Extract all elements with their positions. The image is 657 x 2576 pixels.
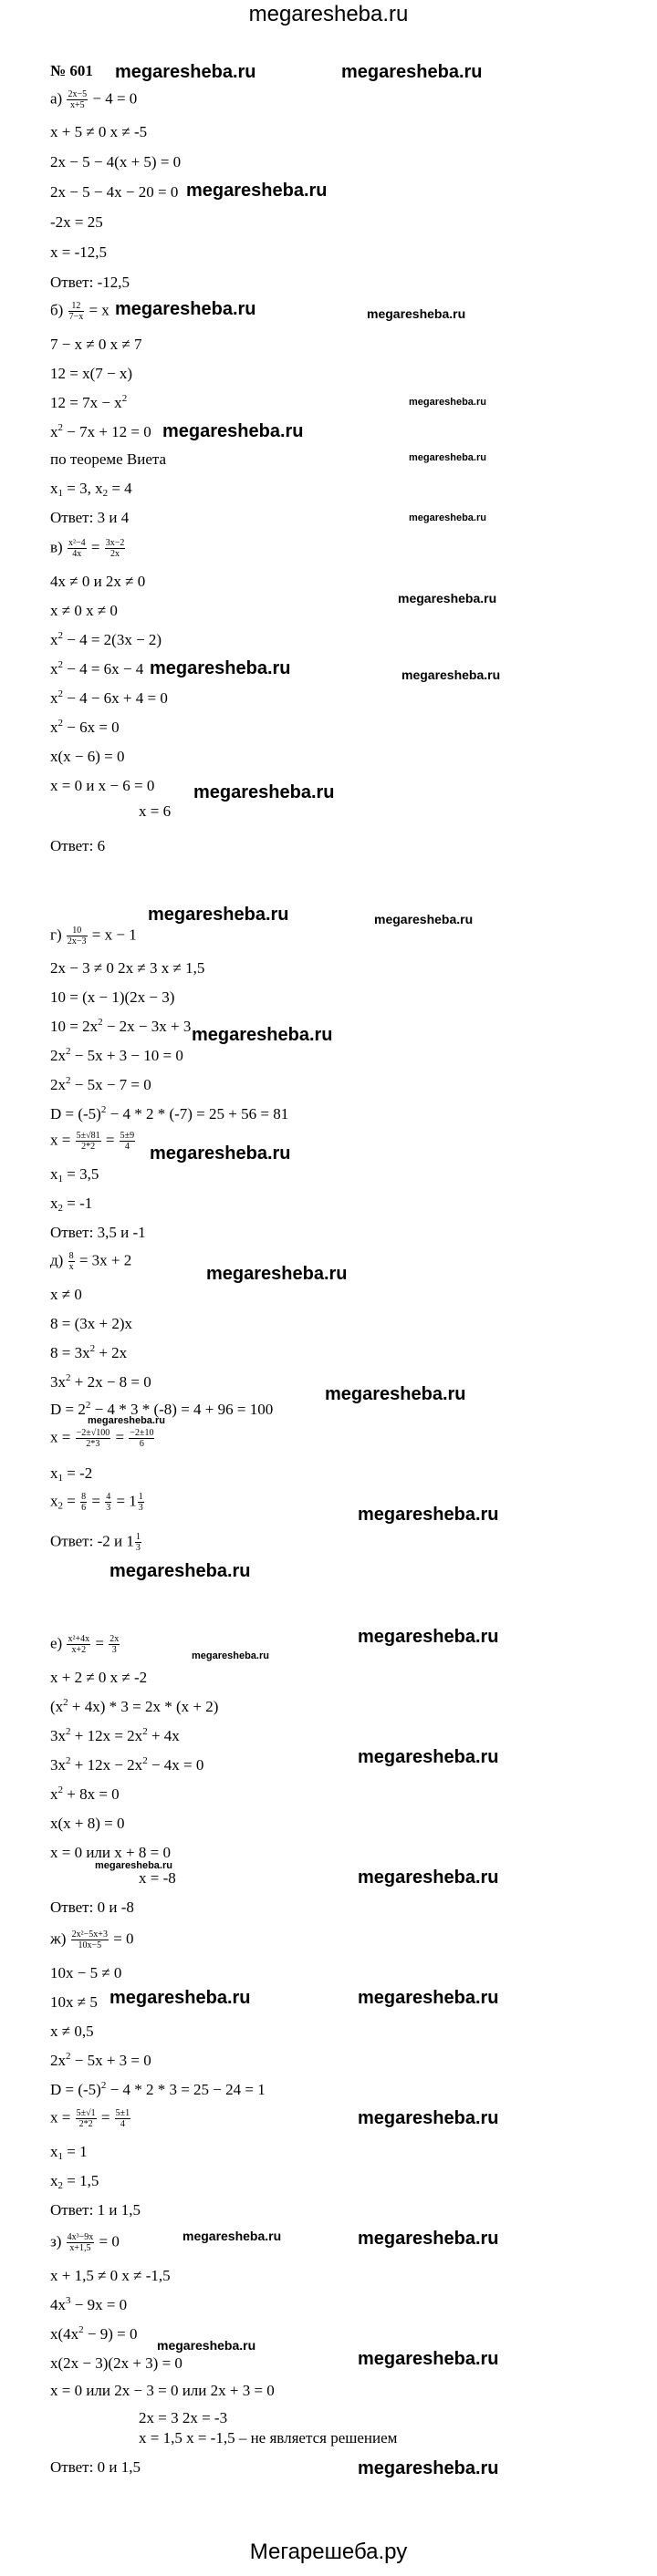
watermark: megaresheba.ru <box>398 591 497 605</box>
part-a-line: -2x = 25 <box>50 213 103 231</box>
part-zh-line: $D = (-5)^2 - 4 * 2 * 3 = 25 - 24 = 1$ <box>50 2080 266 2098</box>
part-z-line: $4x^3 - 9x = 0$ <box>50 2295 128 2313</box>
part-v-line: x ≠ 0 x ≠ 0 <box>50 602 118 619</box>
watermark: megaresheba.ru <box>206 1264 348 1284</box>
watermark: megaresheba.ru <box>358 2349 499 2369</box>
watermark: megaresheba.ru <box>409 452 486 463</box>
watermark: megaresheba.ru <box>182 2229 282 2243</box>
fraction: $\frac{5\pm 9}{4}$ <box>120 1131 135 1152</box>
part-z-line: 2x = 3 2x = -3 <box>139 2409 228 2426</box>
part-b-answer: Ответ: 3 и 4 <box>50 509 130 526</box>
part-z-line: x = 0 или 2x − 3 = 0 или 2x + 3 = 0 <box>50 2382 275 2399</box>
part-v-line: x = 0 и x − 6 = 0 <box>50 777 155 794</box>
part-v-line: $x^2 - 6x = 0$ <box>50 718 120 736</box>
part-z-line: x(2x − 3)(2x + 3) = 0 <box>50 2354 182 2372</box>
part-v-answer: Ответ: 6 <box>50 837 106 854</box>
part-a-line: 2x − 5 − 4(x + 5) = 0 <box>50 153 182 171</box>
fraction: $\frac{4}{3}$ <box>106 1492 111 1513</box>
watermark: megaresheba.ru <box>358 2458 499 2478</box>
part-d-answer: Ответ: -2 и 1 $\frac{1}{3}$ <box>50 1532 141 1553</box>
part-e-line: x(x + 8) = 0 <box>50 1815 125 1832</box>
fraction: $\frac{8}{6}$ <box>81 1492 87 1513</box>
watermark: megaresheba.ru <box>186 181 328 201</box>
watermark: megaresheba.ru <box>402 667 501 682</box>
fraction: $\frac{5\pm√81}{2*2}$ <box>76 1131 100 1152</box>
watermark: megaresheba.ru <box>110 1988 251 2008</box>
part-d-line: $8 = 3x^2 + 2x$ <box>50 1343 128 1361</box>
part-b-line: $12 = 7x - x^2$ <box>50 393 128 411</box>
part-d-line: $3x^2 + 2x - 8 = 0$ <box>50 1372 151 1391</box>
part-d-line: $D = 2^2 - 4 * 3 * (-8) = 4 + 96 = 100$ <box>50 1400 274 1418</box>
fraction: $\frac{\text{x²+4x}}{x+2}$ <box>68 1634 90 1655</box>
part-e-line: $3x^2 + 12x = 2x^2 + 4x$ <box>50 1726 180 1744</box>
fraction: $\frac{10}{2x-3}$ <box>67 926 87 947</box>
watermark: megaresheba.ru <box>358 1867 499 1888</box>
watermark: megaresheba.ru <box>115 299 256 319</box>
fraction: $\frac{1}{3}$ <box>138 1492 143 1513</box>
watermark: megaresheba.ru <box>150 1143 291 1164</box>
watermark: megaresheba.ru <box>358 1627 499 1647</box>
part-e-line: $3x^2 + 12x - 2x^2 - 4x = 0$ <box>50 1755 204 1774</box>
watermark: megaresheba.ru <box>409 397 486 408</box>
watermark: megaresheba.ru <box>358 1747 499 1767</box>
part-a-equation: а) $\frac{2x-5}{x+5}$ − 4 = 0 <box>50 89 138 110</box>
part-d-line: $x_2$ = $\frac{8}{6}$ = $\frac{4}{3}$ = 1 $\frac{1}{3}$ <box>50 1492 143 1513</box>
part-g-line: $D = (-5)^2 - 4 * 2 * (-7) = 25 + 56 = 81$ <box>50 1104 289 1122</box>
part-b-line: 12 = x(7 − x) <box>50 365 132 382</box>
part-zh-line: $2x^2 - 5x + 3 = 0$ <box>50 2051 151 2069</box>
part-v-line: x = 6 <box>139 802 172 820</box>
part-d-line: x ≠ 0 <box>50 1286 82 1303</box>
fraction: $\frac{\text{x²−4}}{4x}$ <box>68 538 86 559</box>
fraction: $\frac{8}{x}$ <box>68 1251 74 1272</box>
part-g-answer: Ответ: 3,5 и -1 <box>50 1224 146 1241</box>
part-b-equation: б) $\frac{12}{7-x}$ = x <box>50 301 110 322</box>
part-z-line: x = 1,5 x = -1,5 – не является решением <box>139 2429 398 2447</box>
part-zh-equation: ж) $\frac{\text{2x²−5x+3}}{10x-5}$ = 0 <box>50 1929 134 1950</box>
watermark: megaresheba.ru <box>95 1860 172 1871</box>
watermark: megaresheba.ru <box>115 62 256 82</box>
part-e-equation: е) $\frac{\text{x²+4x}}{x+2}$ = $\frac{2x}{3}$ <box>50 1634 120 1655</box>
part-e-line: x = -8 <box>139 1869 176 1887</box>
fraction: $\frac{2x-5}{x+5}$ <box>68 89 88 110</box>
part-a-answer: Ответ: -12,5 <box>50 274 130 291</box>
watermark: megaresheba.ru <box>148 905 289 925</box>
fraction: $\frac{3x-2}{2x}$ <box>105 538 125 559</box>
part-g-line: 2x − 3 ≠ 0 2x ≠ 3 x ≠ 1,5 <box>50 959 205 977</box>
part-d-line: $x_1 = -2$ <box>50 1464 93 1484</box>
watermark: megaresheba.ru <box>409 512 486 523</box>
part-b-line: $x_1 = 3$, $x_2 = 4$ <box>50 480 132 499</box>
watermark: megaresheba.ru <box>325 1384 466 1404</box>
part-zh-answer: Ответ: 1 и 1,5 <box>50 2201 141 2219</box>
part-g-line: 10 = (x − 1)(2x − 3) <box>50 988 175 1006</box>
part-d-equation: д) $\frac{8}{x}$ = 3x + 2 <box>50 1251 132 1272</box>
fraction: $\frac{-2\pm√100}{2*3}$ <box>76 1428 110 1449</box>
part-g-equation: г) $\frac{10}{2x-3}$ = x − 1 <box>50 926 137 947</box>
part-b-line: 7 − x ≠ 0 x ≠ 7 <box>50 336 142 353</box>
watermark: megaresheba.ru <box>367 306 466 321</box>
watermark: megaresheba.ru <box>374 912 474 926</box>
part-b-line: $x^2 - 7x + 12 = 0$ <box>50 422 151 440</box>
part-g-line: x = $\frac{5\pm√81}{2*2}$ = $\frac{5\pm 9}{4}$ <box>50 1131 135 1152</box>
part-zh-line: x = $\frac{5\pm√1}{2*2}$ = $\frac{5\pm 1}{4}$ <box>50 2108 130 2129</box>
watermark: megaresheba.ru <box>88 1415 165 1426</box>
part-zh-line: 10x ≠ 5 <box>50 1993 98 2011</box>
watermark: megaresheba.ru <box>150 658 291 678</box>
part-zh-line: 10x − 5 ≠ 0 <box>50 1964 122 1981</box>
part-g-line: $x_2 = -1$ <box>50 1195 93 1214</box>
part-zh-line: $x_1 = 1$ <box>50 2143 88 2162</box>
watermark: megaresheba.ru <box>110 1561 251 1581</box>
part-b-line: по теореме Виета <box>50 450 167 468</box>
part-g-line: $2x^2 - 5x + 3 - 10 = 0$ <box>50 1046 183 1064</box>
part-v-equation: в) $\frac{\text{x²−4}}{4x}$ = $\frac{3x-2}{2x}$ <box>50 538 125 559</box>
watermark: megaresheba.ru <box>358 1505 499 1525</box>
part-v-line: $x^2 - 4 = 6x - 4$ <box>50 659 144 678</box>
part-g-line: $10 = 2x^2 - 2x - 3x + 3$ <box>50 1017 192 1035</box>
watermark: megaresheba.ru <box>358 2108 499 2128</box>
fraction: $\frac{\text{2x²−5x+3}}{10x-5}$ <box>71 1929 108 1950</box>
fraction: $\frac{-2\pm 10}{6}$ <box>130 1428 154 1449</box>
fraction: $\frac{\text{4x³−9x}}{x+1,5}$ <box>67 2232 94 2253</box>
part-zh-line: x ≠ 0,5 <box>50 2023 94 2040</box>
part-g-line: $2x^2 - 5x - 7 = 0$ <box>50 1075 151 1093</box>
site-header[interactable]: megaresheba.ru <box>248 2 409 26</box>
part-a-line: x = -12,5 <box>50 243 107 261</box>
part-e-line: x + 2 ≠ 0 x ≠ -2 <box>50 1669 148 1686</box>
fraction: $\frac{5\pm√1}{2*2}$ <box>76 2108 96 2129</box>
part-v-line: x(x − 6) = 0 <box>50 748 125 765</box>
watermark: megaresheba.ru <box>162 421 304 441</box>
watermark: megaresheba.ru <box>341 62 483 82</box>
part-e-answer: Ответ: 0 и -8 <box>50 1898 134 1916</box>
fraction: $\frac{2x}{3}$ <box>110 1634 120 1655</box>
watermark: megaresheba.ru <box>193 782 335 802</box>
part-e-line: x = 0 или x + 8 = 0 <box>50 1844 171 1861</box>
watermark: megaresheba.ru <box>192 1650 269 1661</box>
part-v-line: 4x ≠ 0 и 2x ≠ 0 <box>50 573 146 590</box>
problem-number: № 601 <box>50 62 93 79</box>
part-zh-line: $x_2 = 1,5$ <box>50 2172 99 2191</box>
part-v-line: $x^2 - 4 - 6x + 4 = 0$ <box>50 688 168 707</box>
fraction: $\frac{12}{7-x}$ <box>68 301 84 322</box>
part-e-line: $(x^2 + 4x) * 3 = 2x * (x + 2)$ <box>50 1697 219 1715</box>
part-z-answer: Ответ: 0 и 1,5 <box>50 2458 141 2476</box>
fraction: $\frac{5\pm 1}{4}$ <box>115 2108 130 2129</box>
part-z-equation: з) $\frac{\text{4x³−9x}}{x+1,5}$ = 0 <box>50 2232 120 2253</box>
part-g-line: $x_1 = 3,5$ <box>50 1165 99 1185</box>
watermark: megaresheba.ru <box>157 2338 256 2353</box>
watermark: megaresheba.ru <box>358 1988 499 2008</box>
site-footer[interactable]: Мегарешеба.ру <box>249 2540 408 2564</box>
part-d-line: 8 = (3x + 2)x <box>50 1315 132 1332</box>
part-a-line: 2x − 5 − 4x − 20 = 0 <box>50 183 179 201</box>
watermark: megaresheba.ru <box>192 1025 333 1045</box>
part-a-line: x + 5 ≠ 0 x ≠ -5 <box>50 123 148 140</box>
fraction: $\frac{1}{3}$ <box>135 1532 141 1553</box>
watermark: megaresheba.ru <box>358 2229 499 2249</box>
part-z-line: $x(4x^2 - 9) = 0$ <box>50 2324 138 2343</box>
part-d-line: x = $\frac{-2\pm√100}{2*3}$ = $\frac{-2\pm 10}{6}$ <box>50 1428 154 1449</box>
part-e-line: $x^2 + 8x = 0$ <box>50 1785 120 1803</box>
part-z-line: x + 1,5 ≠ 0 x ≠ -1,5 <box>50 2267 171 2284</box>
part-v-line: $x^2 - 4 = 2(3x - 2)$ <box>50 630 162 648</box>
